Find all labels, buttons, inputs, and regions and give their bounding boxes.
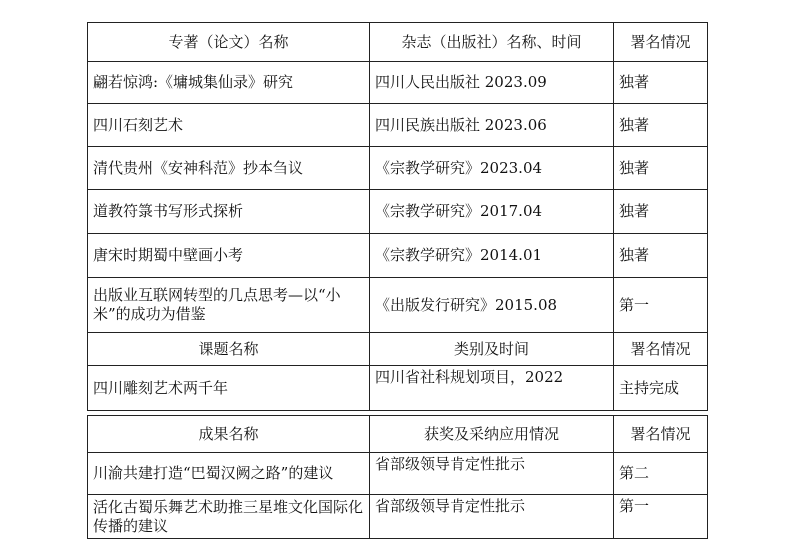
papers-header-authorship: 署名情况 — [613, 22, 708, 62]
result-row-2-authorship: 第一 — [613, 494, 708, 539]
paper-row-3-authorship: 独著 — [613, 146, 708, 190]
paper-row-1-publisher: 四川人民出版社 2023.09 — [369, 61, 614, 104]
paper-row-4-publisher: 《宗教学研究》2017.04 — [369, 189, 614, 234]
paper-row-5-authorship: 独著 — [613, 233, 708, 278]
paper-row-5-publisher: 《宗教学研究》2014.01 — [369, 233, 614, 278]
result-row-2-adoption: 省部级领导肯定性批示 — [369, 494, 614, 539]
paper-row-3-publisher: 《宗教学研究》2023.04 — [369, 146, 614, 190]
project-row-1-category: 四川省社科规划项目，2022 — [369, 365, 614, 411]
result-row-1-authorship: 第二 — [613, 452, 708, 495]
projects-header-authorship: 署名情况 — [613, 332, 708, 366]
paper-row-2-title: 四川石刻艺术 — [87, 103, 370, 147]
paper-row-5-title: 唐宋时期蜀中壁画小考 — [87, 233, 370, 278]
paper-row-6-authorship: 第一 — [613, 277, 708, 333]
paper-row-1-title: 翩若惊鸿:《墉城集仙录》研究 — [87, 61, 370, 104]
paper-row-4-title: 道教符箓书写形式探析 — [87, 189, 370, 234]
papers-header-publisher: 杂志（出版社）名称、时间 — [369, 22, 614, 62]
projects-header-category: 类别及时间 — [369, 332, 614, 366]
result-row-1-adoption: 省部级领导肯定性批示 — [369, 452, 614, 495]
papers-header-name: 专著（论文）名称 — [87, 22, 370, 62]
results-header-authorship: 署名情况 — [613, 415, 708, 453]
paper-row-2-authorship: 独著 — [613, 103, 708, 147]
paper-row-6-publisher: 《出版发行研究》2015.08 — [369, 277, 614, 333]
result-row-2-title: 活化古蜀乐舞艺术助推三星堆文化国际化传播的建议 — [87, 494, 370, 539]
paper-row-3-title: 清代贵州《安神科范》抄本刍议 — [87, 146, 370, 190]
paper-row-2-publisher: 四川民族出版社 2023.06 — [369, 103, 614, 147]
paper-row-4-authorship: 独著 — [613, 189, 708, 234]
result-row-1-title: 川渝共建打造“巴蜀汉阙之路”的建议 — [87, 452, 370, 495]
project-row-1-authorship: 主持完成 — [613, 365, 708, 411]
projects-header-name: 课题名称 — [87, 332, 370, 366]
paper-row-1-authorship: 独著 — [613, 61, 708, 104]
paper-row-6-title: 出版业互联网转型的几点思考—以“小米”的成功为借鉴 — [87, 277, 370, 333]
project-row-1-title: 四川雕刻艺术两千年 — [87, 365, 370, 411]
results-header-adoption: 获奖及采纳应用情况 — [369, 415, 614, 453]
results-header-name: 成果名称 — [87, 415, 370, 453]
